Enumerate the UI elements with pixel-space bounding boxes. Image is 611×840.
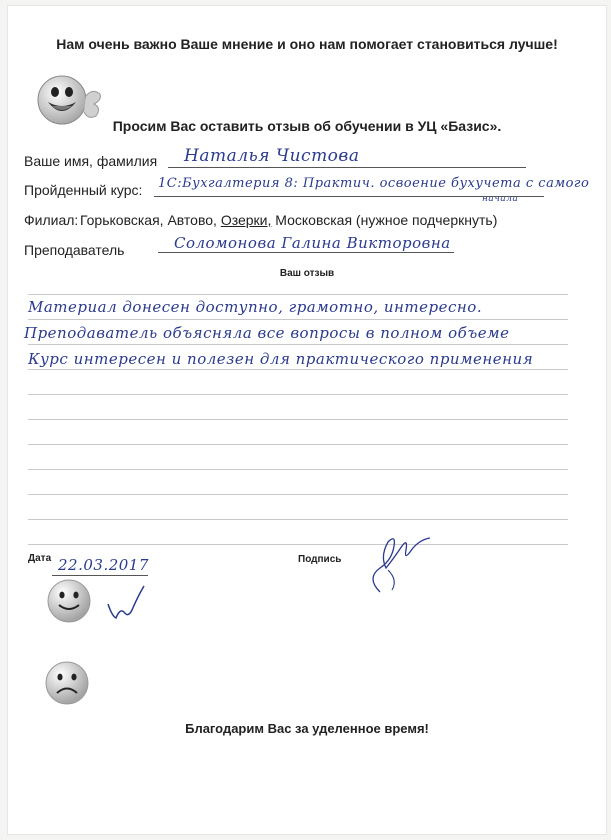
branch-option-ozerki[interactable]: Озерки, (220, 212, 272, 228)
signature-label: Подпись (298, 554, 342, 565)
feedback-form (8, 6, 606, 834)
review-rule (28, 519, 568, 520)
name-field[interactable]: Наталья Чистова (184, 146, 360, 166)
review-text-line[interactable]: Преподаватель объясняла все вопросы в полном объеме (24, 324, 510, 342)
review-rule (28, 394, 568, 395)
review-heading: Ваш отзыв (279, 268, 335, 279)
review-rule (28, 344, 568, 345)
branch-label: Филиал: (24, 212, 79, 228)
review-rule (28, 369, 568, 370)
date-field[interactable]: 22.03.2017 (58, 556, 149, 574)
course-field-cont: начала (482, 194, 519, 204)
review-rule (28, 294, 568, 295)
review-rule (28, 419, 568, 420)
name-label: Ваше имя, фамилия (24, 153, 158, 169)
teacher-underline (158, 252, 454, 253)
review-rule (28, 444, 568, 445)
course-field[interactable]: 1С:Бухгалтерия 8: Практич. освоение бухучета с самого (158, 176, 590, 191)
date-label: Дата (28, 553, 52, 564)
review-rule (28, 319, 568, 320)
thanks-text: Благодарим Вас за уделенное время! (185, 721, 429, 736)
teacher-label: Преподаватель (24, 242, 125, 258)
name-underline (168, 167, 526, 168)
review-text-line[interactable]: Материал донесен доступно, грамотно, интересно. (28, 298, 483, 316)
form-slogan: Нам очень важно Ваше мнение и оно нам помогает становиться лучше! (56, 36, 558, 52)
happy-face-icon[interactable] (44, 576, 94, 626)
branch-option-gorkovskaya[interactable]: Горьковская, (80, 212, 164, 228)
branch-hint: (нужное подчеркнуть) (355, 212, 498, 228)
review-rule (28, 544, 568, 545)
form-request: Просим Вас оставить отзыв об обучении в УЦ «Базис». (112, 118, 502, 134)
course-label: Пройденный курс: (24, 182, 143, 198)
signature-mark[interactable] (358, 528, 448, 600)
check-mark-icon (104, 582, 150, 622)
branch-option-avtovo[interactable]: Автово, (167, 212, 217, 228)
review-rule (28, 494, 568, 495)
teacher-field[interactable]: Соломонова Галина Викторовна (174, 234, 451, 252)
course-underline (154, 196, 544, 197)
review-text-line[interactable]: Курс интересен и полезен для практического применения (28, 350, 534, 368)
review-rule (28, 469, 568, 470)
sad-face-icon[interactable] (42, 658, 92, 708)
branch-option-moskovskaya[interactable]: Московская (275, 212, 353, 228)
branch-options (80, 212, 497, 228)
